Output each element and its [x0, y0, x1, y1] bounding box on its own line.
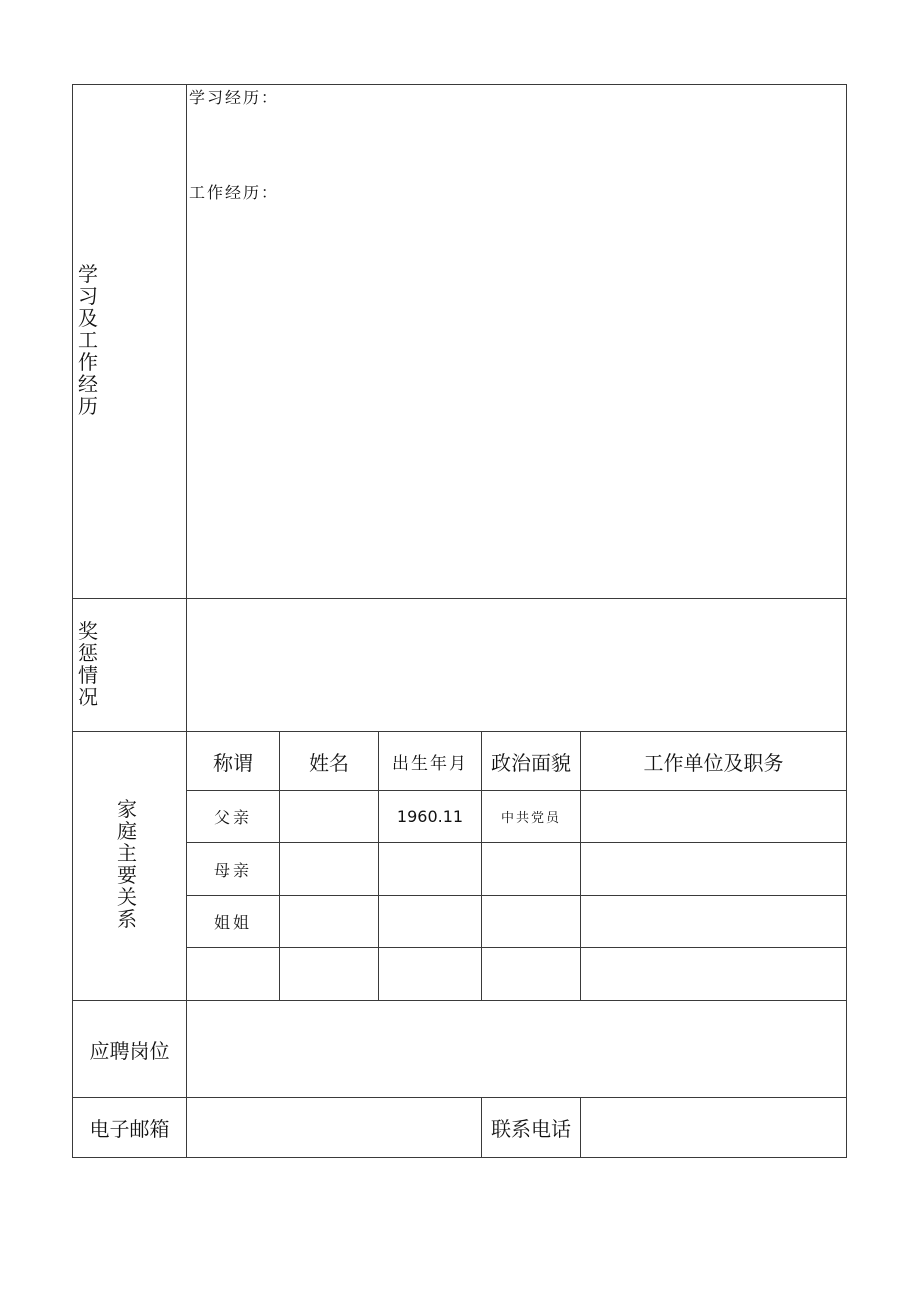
family-row-employer[interactable]: [581, 896, 846, 947]
awards-side-label: 奖惩情况: [78, 619, 98, 709]
family-row-relation: 父亲: [213, 808, 252, 827]
position-label: 应聘岗位: [89, 1038, 170, 1063]
family-row-name[interactable]: [280, 896, 378, 947]
phone-label: 联系电话: [491, 1117, 571, 1141]
family-row-birth[interactable]: [379, 896, 481, 947]
family-row-name[interactable]: [280, 843, 378, 895]
work-experience-label: 工作经历：: [189, 183, 280, 202]
family-header-birth: 出生年月: [392, 753, 468, 774]
family-row-political[interactable]: [482, 843, 580, 895]
family-row-employer[interactable]: [581, 948, 846, 1000]
family-row-relation: 姐姐: [213, 913, 252, 932]
family-row-political[interactable]: [482, 896, 580, 947]
email-value[interactable]: [187, 1098, 481, 1157]
phone-value[interactable]: [581, 1098, 846, 1157]
family-row-relation[interactable]: [187, 948, 279, 1000]
table-border-top: [72, 84, 847, 85]
email-label: 电子邮箱: [89, 1117, 170, 1141]
family-row-birth[interactable]: [379, 843, 481, 895]
experience-side-label: 学习及工作经历: [78, 262, 98, 418]
row-divider: [72, 598, 847, 599]
family-row-political[interactable]: 中共党员: [500, 811, 561, 826]
family-row-birth[interactable]: 1960.11: [396, 807, 464, 826]
position-value[interactable]: [187, 1001, 846, 1097]
family-row-name[interactable]: [280, 948, 378, 1000]
family-row-birth[interactable]: [379, 948, 481, 1000]
table-border-left: [72, 84, 73, 1158]
family-header-political: 政治面貌: [491, 750, 571, 775]
table-border-bottom: [72, 1157, 847, 1158]
family-row-name[interactable]: [280, 791, 378, 842]
study-experience-label: 学习经历：: [189, 88, 280, 107]
table-border-right: [846, 84, 847, 1158]
family-header-employer: 工作单位及职务: [643, 750, 784, 775]
family-row-employer[interactable]: [581, 791, 846, 842]
family-header-relation: 称谓: [213, 750, 253, 775]
family-row-employer[interactable]: [581, 843, 846, 895]
family-row-relation: 母亲: [213, 860, 252, 880]
family-header-name: 姓名: [309, 750, 349, 775]
family-row-political[interactable]: [482, 948, 580, 1000]
family-side-label: 家庭主要关系: [117, 797, 137, 931]
